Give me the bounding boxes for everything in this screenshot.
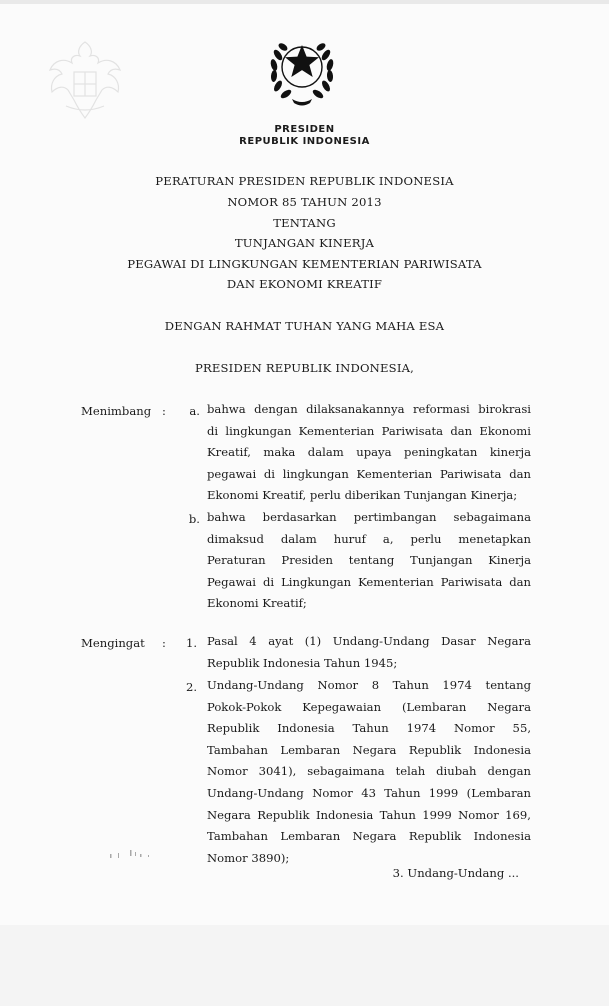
preamble-president: PRESIDEN REPUBLIK INDONESIA, bbox=[194, 361, 415, 375]
text-line: bahwa dengan dilaksanakannya reformasi birokrasi bbox=[207, 402, 531, 416]
title-line-4: TUNJANGAN KINERJA bbox=[234, 236, 375, 250]
text-line: bahwa berdasarkan pertimbangan sebagaimana bbox=[207, 510, 531, 524]
text-line: Tambahan Lembaran Negara Republik Indonesia bbox=[207, 742, 531, 757]
mengingat-item-2-marker: 2. bbox=[185, 680, 197, 694]
text-line: Ekonomi Kreatif, perlu diberikan Tunjangan Kinerja; bbox=[207, 488, 518, 503]
title-line-5: PEGAWAI DI LINGKUNGAN KEMENTERIAN PARIWISATA bbox=[127, 257, 482, 271]
scan-marks bbox=[108, 847, 168, 861]
text-line: Tambahan Lembaran Negara Republik Indonesia bbox=[207, 829, 531, 844]
text-line: Republik Indonesia Tahun 1945; bbox=[207, 655, 398, 670]
text-line: Ekonomi Kreatif; bbox=[207, 596, 307, 611]
header-line-1: PRESIDEN bbox=[274, 124, 335, 135]
mengingat-label: Mengingat bbox=[81, 636, 145, 650]
text-line: Pasal 4 ayat (1) Undang-Undang Dasar Negara bbox=[207, 634, 531, 648]
title-line-1: PERATURAN PRESIDEN REPUBLIK INDONESIA bbox=[155, 174, 454, 188]
text-line: Peraturan Presiden tentang Tunjangan Kinerja bbox=[207, 553, 531, 568]
menimbang-colon: : bbox=[162, 404, 166, 418]
text-line: Republik Indonesia Tahun 1974 Nomor 55, bbox=[207, 721, 531, 736]
text-line: Pokok-Pokok Kepegawaian (Lembaran Negara bbox=[207, 699, 531, 714]
menimbang-item-a-text bbox=[207, 399, 531, 507]
text-line: Pegawai di Lingkungan Kementerian Pariwisata dan bbox=[207, 574, 531, 589]
menimbang-item-a-marker: a. bbox=[189, 404, 200, 418]
text-line: Undang-Undang Nomor 8 Tahun 1974 tentang bbox=[207, 678, 531, 692]
next-page-catchword: 3. Undang-Undang ... bbox=[392, 866, 519, 880]
presidential-star-emblem-icon bbox=[266, 33, 338, 109]
garuda-seal-watermark-icon bbox=[44, 36, 126, 122]
mengingat-item-2-text bbox=[207, 675, 531, 869]
mengingat-item-1-marker: 1. bbox=[185, 636, 197, 650]
menimbang-item-b-text bbox=[207, 507, 531, 615]
scan-top-edge bbox=[0, 0, 609, 4]
preamble-grace: DENGAN RAHMAT TUHAN YANG MAHA ESA bbox=[164, 319, 445, 333]
title-line-3: TENTANG bbox=[273, 216, 336, 230]
text-line: Nomor 3041), sebagaimana telah diubah dengan bbox=[207, 764, 531, 779]
header-line-2: REPUBLIK INDONESIA bbox=[239, 136, 370, 147]
text-line: di lingkungan Kementerian Pariwisata dan Ekonomi bbox=[207, 423, 531, 438]
mengingat-colon: : bbox=[162, 636, 166, 650]
text-line: pegawai di lingkungan Kementerian Pariwisata dan bbox=[207, 466, 531, 481]
text-line: Nomor 3890); bbox=[207, 850, 290, 865]
title-line-6: DAN EKONOMI KREATIF bbox=[226, 277, 383, 291]
text-line: dimaksud dalam huruf a, perlu menetapkan bbox=[207, 531, 531, 546]
text-line: Negara Republik Indonesia Tahun 1999 Nomor 169, bbox=[207, 807, 531, 822]
scan-bottom-margin bbox=[0, 925, 609, 1006]
mengingat-item-1-text bbox=[207, 631, 531, 674]
menimbang-label: Menimbang bbox=[81, 404, 152, 418]
menimbang-item-b-marker: b. bbox=[188, 512, 200, 526]
text-line: Kreatif, maka dalam upaya peningkatan kinerja bbox=[207, 445, 531, 460]
text-line: Undang-Undang Nomor 43 Tahun 1999 (Lembaran bbox=[207, 785, 531, 800]
title-line-2: NOMOR 85 TAHUN 2013 bbox=[227, 195, 382, 209]
